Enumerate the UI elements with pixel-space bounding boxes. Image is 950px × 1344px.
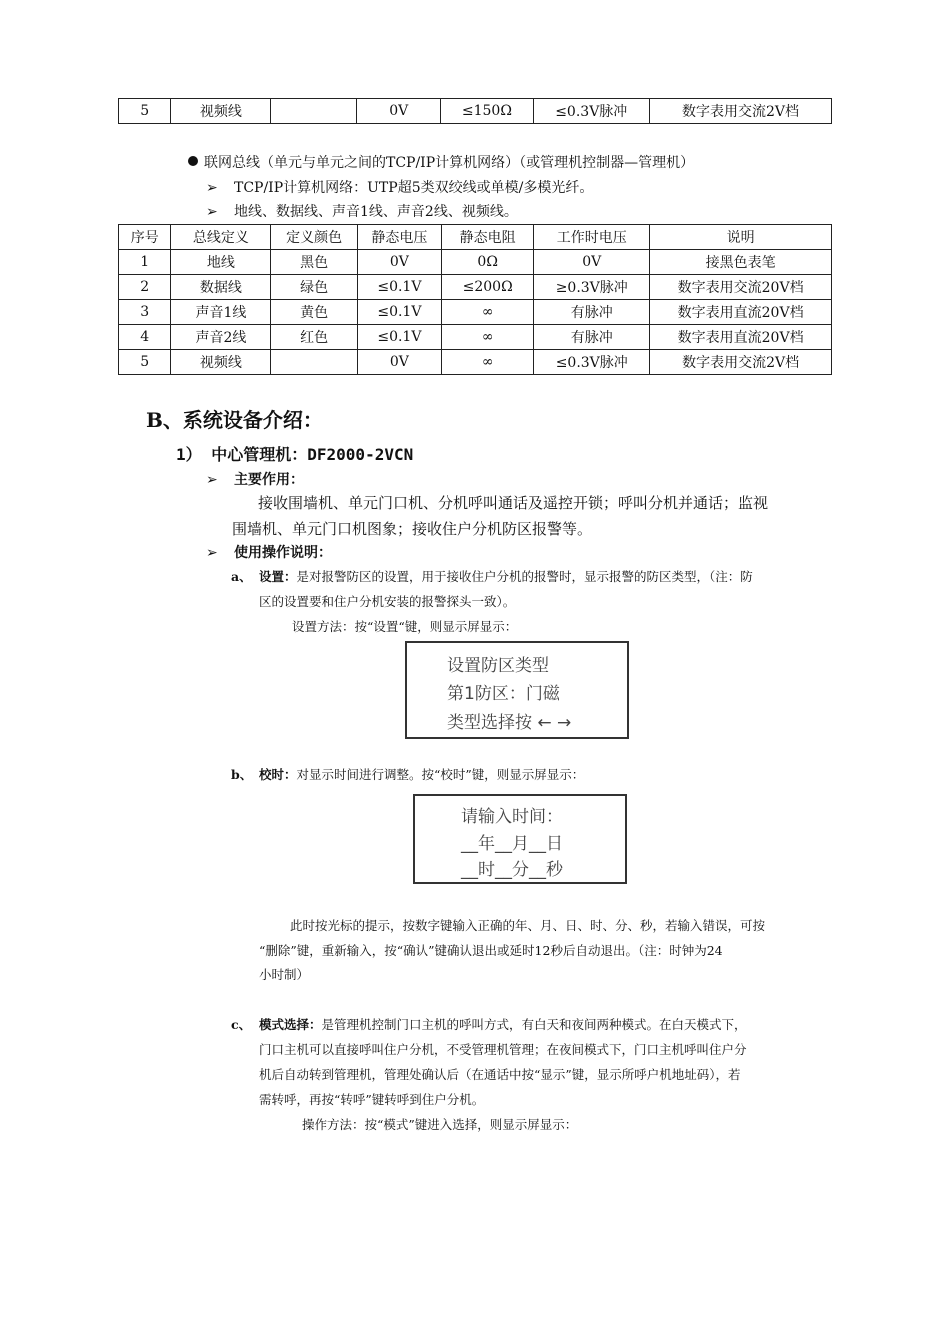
main-function-line-1: 接收围墙机、单元门口机、分机呼叫通话及遥控开锁；呼叫分机并通话；监视 — [258, 494, 769, 512]
header-static-r: 静态电阻 — [442, 225, 534, 250]
main-function-line-2: 围墙机、单元门口机图象；接收住户分机防区报警等。 — [232, 520, 593, 538]
cell: 1 — [119, 250, 171, 275]
table-row — [119, 275, 832, 300]
header-static-v: 静态电压 — [357, 225, 441, 250]
header-work-v: 工作时电压 — [534, 225, 650, 250]
arrow-icon: ➢ — [206, 180, 218, 196]
cell: 绿色 — [271, 275, 357, 300]
cell: ≤200Ω — [442, 275, 534, 300]
main-function-label: 主要作用： — [234, 472, 304, 488]
item-a — [231, 565, 753, 589]
cell: ≤0.1V — [357, 325, 441, 350]
cell: 有脉冲 — [534, 300, 650, 325]
item-b-note-line-2: “删除”键，重新输入，按“确认”键确认退出或延时12秒后自动退出。（注：时钟为24 — [259, 943, 723, 958]
item-c-label: 模式选择： — [259, 1017, 322, 1032]
arrow-icon: ➢ — [206, 472, 218, 488]
cell: 黄色 — [271, 300, 357, 325]
network-item-1-text: TCP/IP计算机网络：UTP超5类双绞线或单模/多模光纤。 — [234, 180, 594, 196]
item-c-line-3: 机后自动转到管理机，管理处确认后（在通话中按“显示”键，显示所呼户机地址码），若 — [259, 1067, 741, 1082]
cell: 黑色 — [271, 250, 357, 275]
cell: 数字表用直流20V档 — [650, 325, 832, 350]
item-b-marker: b、 — [231, 767, 253, 782]
usage-heading — [206, 542, 332, 562]
network-item-2-text: 地线、数据线、声音1线、声音2线、视频线。 — [234, 204, 518, 220]
arrow-icon: ➢ — [206, 545, 218, 561]
item-c-line-4: 需转呼，再按“转呼”键转呼到住户分机。 — [259, 1092, 485, 1107]
cell: ∞ — [442, 325, 534, 350]
header-note: 说明 — [650, 225, 832, 250]
item-a-line-1: 是对报警防区的设置，用于接收住户分机的报警时，显示报警的防区类型，（注：防 — [296, 569, 753, 584]
section-b-sub1: 1） 中心管理机：DF2000-2VCN — [176, 445, 414, 464]
cell-static-r: ≤150Ω — [441, 99, 533, 124]
lcd-a-line-2: 第1防区：门磁 — [447, 684, 560, 704]
cell: 地线 — [171, 250, 271, 275]
cell: 声音2线 — [171, 325, 271, 350]
usage-label: 使用操作说明： — [234, 545, 332, 561]
item-b — [231, 763, 584, 787]
cell: ≤0.1V — [357, 275, 441, 300]
table-row — [119, 99, 832, 124]
cell-note: 数字表用交流2V档 — [649, 99, 831, 124]
cell: ∞ — [442, 300, 534, 325]
cell: 数字表用直流20V档 — [650, 300, 832, 325]
item-c — [231, 1013, 747, 1037]
item-c-line-2: 门口主机可以直接呼叫住户分机，不受管理机管理；在夜间模式下，门口主机呼叫住户分 — [259, 1042, 747, 1057]
cell: ≥0.3V脉冲 — [534, 275, 650, 300]
cell: 0V — [357, 250, 441, 275]
item-c-marker: c、 — [231, 1017, 252, 1032]
item-a-line-2: 区的设置要和住户分机安装的报警探头一致）。 — [259, 594, 516, 609]
cell-no: 5 — [119, 99, 171, 124]
lcd-display-zone-setup — [405, 641, 629, 739]
cell: 2 — [119, 275, 171, 300]
table-row — [119, 350, 832, 375]
cell: 0V — [357, 350, 441, 375]
lcd-b-line-3: __时__分__秒 — [461, 860, 563, 880]
header-color: 定义颜色 — [271, 225, 357, 250]
cell: 3 — [119, 300, 171, 325]
item-b-note-line-1: 此时按光标的提示，按数字键输入正确的年、月、日、时、分、秒，若输入错误，可按 — [290, 918, 766, 933]
item-a-label: 设置： — [259, 569, 297, 584]
item-c-line-1: 是管理机控制门口主机的呼叫方式，有白天和夜间两种模式。在白天模式下， — [321, 1017, 747, 1032]
lcd-b-line-1: 请输入时间： — [461, 807, 563, 827]
network-item-1 — [206, 177, 593, 197]
bus-table — [118, 224, 832, 375]
header-no: 序号 — [119, 225, 171, 250]
item-b-note-line-3: 小时制） — [259, 967, 310, 982]
table-row — [119, 250, 832, 275]
cell: 有脉冲 — [534, 325, 650, 350]
item-a-method: 设置方法：按“设置“键，则显示屏显示： — [292, 619, 518, 634]
cell: 数字表用交流20V档 — [650, 275, 832, 300]
cell: ≤0.3V脉冲 — [534, 350, 650, 375]
main-function-heading — [206, 469, 304, 489]
network-item-2 — [206, 201, 518, 221]
network-bullet-text: 联网总线（单元与单元之间的TCP/IP计算机网络）（或管理机控制器—管理机） — [204, 155, 695, 171]
cell: ∞ — [442, 350, 534, 375]
item-b-label: 校时： — [259, 767, 297, 782]
cell: 数据线 — [171, 275, 271, 300]
cell-static-v: 0V — [357, 99, 441, 124]
lcd-a-line-3: 类型选择按 ← → — [447, 713, 572, 733]
header-name: 总线定义 — [171, 225, 271, 250]
item-b-text: 对显示时间进行调整。按“校时”键，则显示屏显示： — [296, 767, 585, 782]
bullet-icon — [188, 156, 198, 166]
lcd-b-line-2: __年__月__日 — [461, 834, 563, 854]
cell-color — [271, 99, 357, 124]
network-bullet — [188, 152, 694, 172]
table-row — [119, 325, 832, 350]
cell: 0V — [534, 250, 650, 275]
cell: 红色 — [271, 325, 357, 350]
cell-work-v: ≤0.3V脉冲 — [533, 99, 649, 124]
section-b-title: B、系统设备介绍： — [146, 408, 323, 432]
item-a-marker: a、 — [231, 569, 252, 584]
cell-name: 视频线 — [171, 99, 271, 124]
cell: 0Ω — [442, 250, 534, 275]
item-c-method: 操作方法：按“模式”键进入选择，则显示屏显示： — [302, 1117, 578, 1132]
cell: 4 — [119, 325, 171, 350]
arrow-icon: ➢ — [206, 204, 218, 220]
top-table — [118, 98, 832, 124]
cell: 视频线 — [171, 350, 271, 375]
cell: ≤0.1V — [357, 300, 441, 325]
cell: 5 — [119, 350, 171, 375]
cell: 声音1线 — [171, 300, 271, 325]
table-row — [119, 300, 832, 325]
cell — [271, 350, 357, 375]
cell: 接黑色表笔 — [650, 250, 832, 275]
cell: 数字表用交流2V档 — [650, 350, 832, 375]
lcd-display-time-set — [413, 794, 627, 884]
lcd-a-line-1: 设置防区类型 — [447, 656, 549, 676]
table-header-row — [119, 225, 832, 250]
